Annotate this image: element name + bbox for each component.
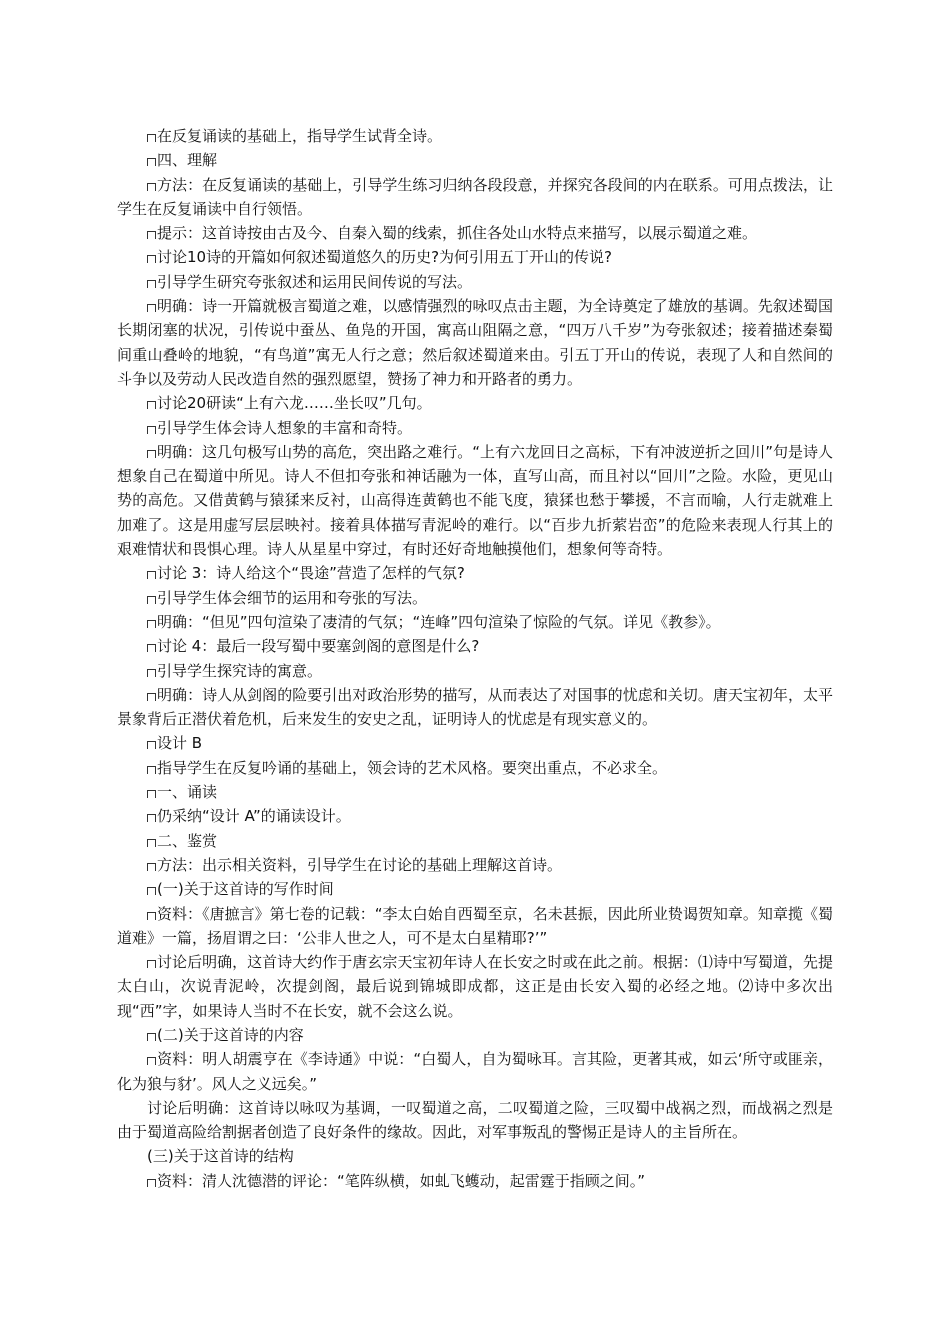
paragraph-mark-icon: [147, 693, 156, 701]
paragraph: [117, 148, 833, 172]
paragraph-text: 资料：明人胡震亨在《李诗通》中说：“白蜀人，自为蜀咏耳。言其险，更著其戒，如云‘所守或匪亲，化为狼与豺’。风人之义远矣。”: [117, 1050, 833, 1093]
paragraph-mark-icon: [147, 620, 156, 628]
paragraph-text: 讨论后明确，这首诗大约作于唐玄宗天宝初年诗人在长安之时或在此之前。根据：⑴诗中写蜀道，先提太白山，次说青泥岭，次提剑阁，最后说到锦城即成都，这正是由长安入蜀的必经之地。⑵诗中多次出现“西”字，如果诗人当时不在长安，就不会这么说。: [117, 953, 833, 1020]
paragraph-text: 方法：在反复诵读的基础上，引导学生练习归纳各段段意，并探究各段间的内在联系。可用点拨法，让学生在反复诵读中自行领悟。: [117, 175, 833, 218]
paragraph: [117, 416, 833, 440]
paragraph-text: 明确：这几句极写山势的高危，突出路之难行。“上有六龙回日之高标，下有冲波逆折之回川”句是诗人想象自己在蜀道中所见。诗人不但扣夸张和神话融为一体，直写山高，而且衬以“回川”之险。水险，更见山势的高危。又借黄鹤与猿猱来反衬，山高得连黄鹤也不能飞度，猿猱也愁于攀援，不言而喻，人行走就难上加难了。这是用虚写层层映衬。接着具体描写青泥岭的难行。以“百步九折萦岩峦”的危险来表现人行其上的艰难情状和畏惧心理。诗人从星星中穿过，有时还好奇地触摸他们，想象何等奇特。: [117, 442, 833, 559]
paragraph: [117, 440, 833, 561]
paragraph-text: 二、鉴赏: [157, 831, 218, 850]
paragraph-mark-icon: [147, 814, 156, 822]
paragraph: [117, 1096, 833, 1145]
paragraph: [117, 634, 833, 658]
paragraph: [117, 756, 833, 780]
paragraph-mark-icon: [147, 766, 156, 774]
paragraph-text: 明确：“但见”四句渲染了凄清的气氛；“连峰”四句渲染了惊险的气氛。详见《教参》。: [157, 612, 721, 631]
paragraph-text: 仍采纳“设计 A”的诵读设计。: [157, 807, 351, 826]
paragraph-mark-icon: [147, 183, 156, 191]
paragraph: [117, 804, 833, 828]
paragraph-text: 引导学生研究夸张叙述和运用民间传说的写法。: [157, 272, 473, 291]
paragraph-mark-icon: [147, 1033, 156, 1041]
paragraph-mark-icon: [147, 887, 156, 895]
paragraph-text: 讨论10诗的开篇如何叙述蜀道悠久的历史?为何引用五丁开山的传说?: [157, 248, 613, 267]
paragraph: [117, 877, 833, 901]
paragraph-mark-icon: [147, 450, 156, 458]
paragraph-text: 设计 B: [157, 734, 203, 753]
paragraph: [117, 294, 833, 391]
paragraph-text: 讨论后明确：这首诗以咏叹为基调，一叹蜀道之高，二叹蜀道之险，三叹蜀中战祸之烈，而战祸之烈是由于蜀道高险给割据者创造了良好条件的缘故。因此，对军事叛乱的警惕正是诗人的主旨所在。: [117, 1098, 833, 1142]
paragraph-mark-icon: [147, 426, 156, 434]
paragraph-mark-icon: [147, 741, 156, 749]
paragraph-mark-icon: [147, 280, 156, 288]
paragraph-text: (二)关于这首诗的内容: [157, 1025, 304, 1044]
paragraph-text: 引导学生体会细节的运用和夸张的写法。: [157, 588, 428, 607]
paragraph: [117, 221, 833, 245]
paragraph: [117, 1047, 833, 1096]
paragraph-mark-icon: [147, 1057, 156, 1065]
paragraph-text: (一)关于这首诗的写作时间: [157, 880, 334, 899]
paragraph: [117, 561, 833, 585]
paragraph: [117, 902, 833, 951]
paragraph-text: 指导学生在反复吟诵的基础上，领会诗的艺术风格。要突出重点，不必求全。: [157, 758, 668, 777]
paragraph: [117, 780, 833, 804]
paragraph-mark-icon: [147, 231, 156, 239]
paragraph-mark-icon: [147, 596, 156, 604]
paragraph: [117, 1169, 833, 1193]
paragraph-text: 资料：清人沈德潜的评论：“笔阵纵横，如虬飞蠖动，起雷霆于指顾之间。”: [157, 1171, 646, 1190]
paragraph-text: 四、理解: [157, 151, 218, 170]
paragraph: [117, 1144, 833, 1168]
paragraph: [117, 950, 833, 1023]
paragraph-text: (三)关于这首诗的结构: [147, 1147, 294, 1166]
paragraph-text: 讨论 4：最后一段写蜀中要塞剑阁的意图是什么?: [157, 637, 480, 656]
paragraph: [117, 173, 833, 222]
paragraph-mark-icon: [147, 669, 156, 677]
paragraph: [117, 1023, 833, 1047]
paragraph: [117, 610, 833, 634]
paragraph-mark-icon: [147, 571, 156, 579]
paragraph-text: 在反复诵读的基础上，指导学生试背全诗。: [157, 127, 443, 145]
paragraph: [117, 245, 833, 269]
paragraph-text: 讨论20研读“上有六龙……坐长叹”几句。: [157, 394, 432, 413]
paragraph: [117, 853, 833, 877]
paragraph-mark-icon: [147, 790, 156, 798]
paragraph: [117, 731, 833, 755]
document-page: [117, 124, 833, 1193]
paragraph: [117, 270, 833, 294]
paragraph: [117, 391, 833, 415]
paragraph-mark-icon: [147, 401, 156, 409]
paragraph-text: 讨论 3：诗人给这个“畏途”营造了怎样的气氛?: [157, 564, 465, 583]
paragraph: [117, 586, 833, 610]
paragraph-text: 提示：这首诗按由古及今、自秦入蜀的线索，抓住各处山水特点来描写，以展示蜀道之难。: [157, 224, 758, 243]
paragraph-mark-icon: [147, 839, 156, 847]
paragraph-mark-icon: [147, 912, 156, 920]
paragraph-text: 一、诵读: [157, 783, 218, 802]
paragraph-mark-icon: [147, 134, 156, 142]
paragraph: [117, 124, 833, 148]
paragraph-mark-icon: [147, 644, 156, 652]
paragraph-text: 资料：《唐摭言》第七卷的记载：“李太白始自西蜀至京，名未甚振，因此所业贽谒贺知章。知章揽《蜀道难》一篇，扬眉谓之曰：‘公非人世之人，可不是太白星精耶?’”: [117, 904, 833, 947]
paragraph-text: 引导学生体会诗人想象的丰富和奇特。: [157, 418, 413, 437]
paragraph-mark-icon: [147, 255, 156, 263]
paragraph-text: 明确：诗一开篇就极言蜀道之难，以感情强烈的咏叹点击主题，为全诗奠定了雄放的基调。先叙述蜀国长期闭塞的状况，引传说中蚕丛、鱼凫的开国，寓高山阻隔之意，“四万八千岁”为夸张叙述；接着描述秦蜀间重山叠岭的地貌，“有鸟道”寓无人行之意；然后叙述蜀道来由。引五丁开山的传说，表现了人和自然间的斗争以及劳动人民改造自然的强烈愿望，赞扬了神力和开路者的勇力。: [117, 297, 834, 388]
paragraph-text: 明确：诗人从剑阁的险要引出对政治形势的描写，从而表达了对国事的忧虑和关切。唐天宝初年，太平景象背后正潜伏着危机，后来发生的安史之乱，证明诗人的忧虑是有现实意义的。: [117, 685, 833, 729]
paragraph: [117, 829, 833, 853]
paragraph-mark-icon: [147, 158, 156, 166]
paragraph-mark-icon: [147, 304, 156, 312]
paragraph-mark-icon: [147, 863, 156, 871]
paragraph-text: 引导学生探究诗的寓意。: [157, 661, 323, 680]
paragraph: [117, 683, 833, 732]
paragraph-mark-icon: [147, 1179, 156, 1187]
paragraph-text: 方法：出示相关资料，引导学生在讨论的基础上理解这首诗。: [157, 855, 563, 874]
paragraph: [117, 659, 833, 683]
paragraph-mark-icon: [147, 960, 156, 968]
